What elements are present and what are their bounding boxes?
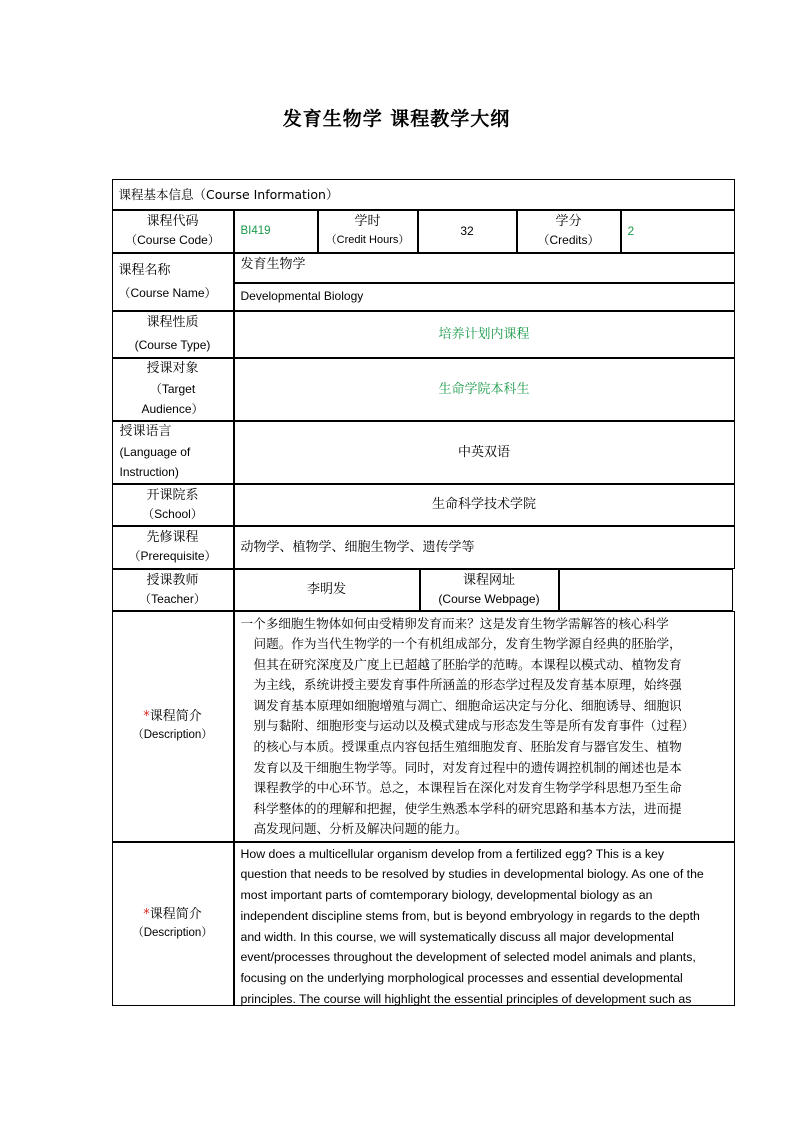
description-zh-line: 问题。作为当代生物学的一个有机组成部分，发育生物学源自经典的胚胎学， bbox=[253, 636, 682, 652]
prerequisite-label-en: （Prerequisite） bbox=[128, 549, 217, 563]
course-type-label-zh: 课程性质 bbox=[146, 315, 199, 330]
course-name-label bbox=[112, 253, 234, 311]
course-name-label-zh: 课程名称 bbox=[118, 262, 171, 278]
description-zh-text bbox=[234, 611, 735, 842]
description-zh-line: 高发现问题、分析及解决问题的能力。 bbox=[253, 821, 468, 837]
description-zh-line: 为主线，系统讲授主要发育事件所涵盖的形态学过程及发育基本原理，始终强 bbox=[253, 677, 682, 693]
description-zh-line: 课程教学的中心环节。总之，本课程旨在深化对发育生物学学科思想乃至生命 bbox=[253, 780, 682, 796]
description-en-line: and width. In this course, we will systematically discuss all major developmental bbox=[240, 929, 674, 944]
course-code-label-zh: 课程代码 bbox=[146, 214, 199, 229]
description-en-line: question that needs to be resolved by studies in developmental biology. As one of the bbox=[240, 867, 704, 882]
course-name-zh: 发育生物学 bbox=[234, 253, 735, 283]
course-webpage-label-en: (Course Webpage) bbox=[438, 591, 540, 606]
course-webpage-label bbox=[420, 569, 559, 611]
document-title: 发育生物学 课程教学大纲 bbox=[282, 108, 511, 130]
target-audience-label-en1: （Target bbox=[149, 382, 196, 396]
language-value: 中英双语 bbox=[234, 421, 735, 484]
school-label-en: （School） bbox=[142, 506, 203, 521]
description-zh-line: 但其在研究深度及广度上已超越了胚胎学的范畴。本课程以模式动、植物发育 bbox=[253, 656, 682, 672]
course-type-value: 培养计划内课程 bbox=[234, 311, 735, 358]
description-en-text bbox=[234, 842, 735, 1006]
course-code-label bbox=[112, 210, 234, 253]
description-zh-line: 发育以及干细胞生物学等。同时，对发育过程中的遗传调控机制的阐述也是本 bbox=[253, 759, 682, 775]
description-en-line: principles. The course will highlight the essential principles of development such as bbox=[240, 992, 692, 1007]
credits-label-zh: 学分 bbox=[555, 214, 582, 229]
credit-hours-label-zh: 学时 bbox=[354, 214, 381, 229]
description-en-line: event/processes throughout the development of selected model animals and plants, bbox=[240, 950, 696, 965]
credit-hours-label bbox=[318, 210, 418, 253]
course-info-header: 课程基本信息（Course Information） bbox=[112, 179, 735, 210]
description-zh-label bbox=[112, 611, 234, 842]
school-label bbox=[112, 484, 234, 526]
description-en-label-text: 课程简介 bbox=[149, 906, 202, 922]
course-webpage-label-zh: 课程网址 bbox=[462, 572, 515, 588]
description-en-label-title bbox=[143, 905, 202, 924]
description-zh-label-text: 课程简介 bbox=[149, 709, 202, 724]
credits-label bbox=[517, 210, 621, 253]
teacher-label bbox=[112, 569, 234, 611]
school-value: 生命科学技术学院 bbox=[234, 484, 735, 526]
course-name-label-en: （Course Name） bbox=[118, 285, 217, 300]
course-type-label-en: (Course Type) bbox=[134, 338, 211, 352]
credits-label-en: （Credits） bbox=[537, 233, 600, 247]
description-en-label-en: （Description） bbox=[132, 926, 213, 939]
course-type-label bbox=[112, 311, 234, 358]
description-en-line: How does a multicellular organism develop from a fertilized egg? This is a key bbox=[240, 846, 665, 861]
course-code-label-en: （Course Code） bbox=[125, 233, 220, 247]
prerequisite-value: 动物学、植物学、细胞生物学、遗传学等 bbox=[234, 526, 735, 569]
description-zh-line: 的核心与本质。授课重点内容包括生殖细胞发育、胚胎发育与器官发生、植物 bbox=[253, 739, 682, 755]
teacher-value: 李明发 bbox=[234, 569, 420, 611]
school-label-zh: 开课院系 bbox=[146, 487, 199, 503]
language-label-en2: Instruction) bbox=[119, 465, 179, 479]
description-en-line: independent discipline stems from, but is beyond embryology in regards to the depth bbox=[240, 908, 700, 923]
teacher-label-en: （Teacher） bbox=[139, 591, 206, 606]
course-code-value: BI419 bbox=[234, 210, 318, 253]
description-en-label bbox=[112, 842, 234, 1006]
description-zh-line: 调发育基本原理如细胞增殖与凋亡、细胞命运决定与分化、细胞诱导、细胞识 bbox=[253, 697, 682, 713]
description-en-line: most important parts of comtemporary biology, developmental biology as an bbox=[240, 888, 653, 903]
required-star: * bbox=[143, 709, 150, 724]
required-star: * bbox=[143, 906, 150, 922]
prerequisite-label-zh: 先修课程 bbox=[146, 530, 199, 545]
description-zh-line: 一个多细胞生物体如何由受精卵发育而来？这是发育生物学需解答的核心科学 bbox=[240, 615, 669, 631]
target-audience-label bbox=[112, 358, 234, 421]
target-audience-label-en2: Audience） bbox=[141, 402, 204, 416]
course-name-en: Developmental Biology bbox=[234, 283, 735, 311]
course-webpage-value[interactable] bbox=[559, 569, 733, 611]
target-audience-value: 生命学院本科生 bbox=[234, 358, 735, 421]
description-zh-line: 科学整体的的理解和把握，使学生熟悉本学科的研究思路和基本方法，进而提 bbox=[253, 800, 682, 816]
teacher-label-zh: 授课教师 bbox=[146, 572, 199, 588]
language-label bbox=[112, 421, 234, 484]
description-zh-label-title bbox=[143, 707, 202, 726]
target-audience-label-zh: 授课对象 bbox=[146, 361, 199, 376]
description-zh-label-en: （Description） bbox=[132, 729, 213, 741]
credit-hours-value: 32 bbox=[418, 210, 517, 253]
description-en-line: focusing on the underlying morphological processes and essential developmental bbox=[240, 971, 683, 986]
description-zh-line: 别与黏附、细胞形变与运动以及模式建成与形态发生等是所有发育事件（过程） bbox=[253, 718, 695, 734]
credits-value: 2 bbox=[621, 210, 735, 253]
language-label-en1: (Language of bbox=[119, 445, 191, 459]
credit-hours-label-en: （Credit Hours） bbox=[325, 234, 410, 246]
language-label-zh: 授课语言 bbox=[119, 424, 172, 439]
prerequisite-label bbox=[112, 526, 234, 569]
